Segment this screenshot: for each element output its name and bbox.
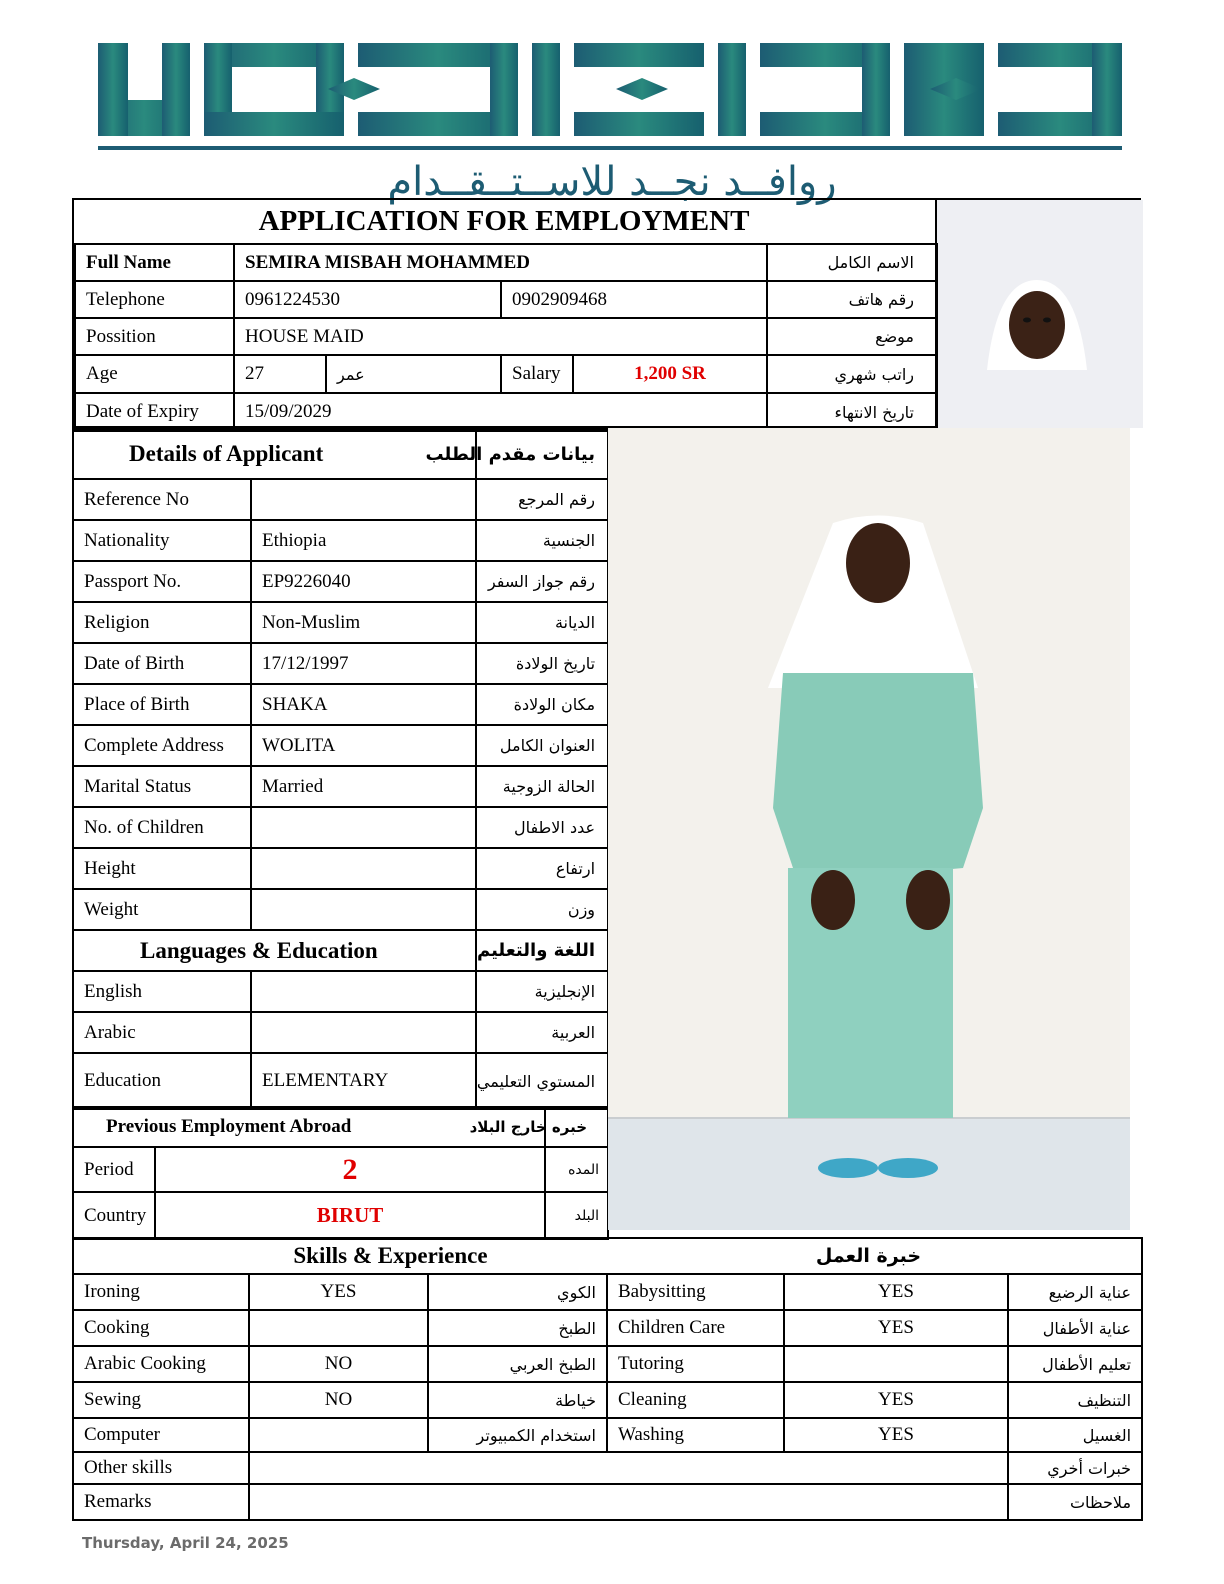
- footer-date: Thursday, April 24, 2025: [82, 1534, 289, 1552]
- details-row-label: Weight: [73, 889, 251, 930]
- details-row-label: Marital Status: [73, 766, 251, 807]
- skill-row: [73, 1310, 1142, 1346]
- details-row-label: Complete Address: [73, 725, 251, 766]
- expiry-ar-label: تاريخ الانتهاء: [767, 393, 937, 431]
- skill-left-label: Computer: [73, 1418, 249, 1452]
- salary-label: Salary: [501, 355, 573, 393]
- skill-left-ar-label: استخدام الكمبيوتر: [428, 1418, 607, 1452]
- other-skills-value: [249, 1452, 1008, 1484]
- details-row-label: Date of Birth: [73, 643, 251, 684]
- details-row-label: Reference No: [73, 479, 251, 520]
- details-title: Details of Applicant: [73, 429, 476, 479]
- details-row: [73, 848, 608, 889]
- age-value: 27: [234, 355, 326, 393]
- skill-right-value: [784, 1346, 1008, 1382]
- remarks-value: [249, 1484, 1008, 1520]
- language-row-value: [251, 971, 476, 1012]
- details-row: [73, 602, 608, 643]
- country-value: BIRUT: [155, 1192, 545, 1239]
- details-row-label: Place of Birth: [73, 684, 251, 725]
- language-row: [73, 1053, 608, 1109]
- skill-row: [73, 1382, 1142, 1418]
- language-row-label: Education: [73, 1053, 251, 1109]
- full-body-graphic: [608, 428, 1130, 1230]
- details-row-value: Married: [251, 766, 476, 807]
- details-row-value: [251, 479, 476, 520]
- details-row-ar-label: الجنسية: [476, 520, 608, 561]
- position-label: Possition: [75, 318, 234, 355]
- details-row: [73, 889, 608, 930]
- skill-left-value: NO: [249, 1382, 428, 1418]
- language-row-ar-label: المستوي التعليمي: [476, 1053, 608, 1109]
- skill-left-value: [249, 1418, 428, 1452]
- period-ar-label: المده: [545, 1147, 608, 1192]
- skill-row: [73, 1274, 1142, 1310]
- expiry-row: [75, 393, 937, 431]
- applicant-full-body-photo: [608, 428, 1130, 1230]
- skill-right-value: YES: [784, 1310, 1008, 1346]
- details-row: [73, 479, 608, 520]
- skill-left-ar-label: الطبخ: [428, 1310, 607, 1346]
- skill-right-label: Tutoring: [607, 1346, 784, 1382]
- languages-title: Languages & Education: [73, 930, 476, 971]
- details-row-label: Passport No.: [73, 561, 251, 602]
- details-table: [72, 428, 609, 1110]
- details-row-value: [251, 807, 476, 848]
- header-info-table: [74, 243, 938, 432]
- details-row-value: SHAKA: [251, 684, 476, 725]
- position-value: HOUSE MAID: [234, 318, 767, 355]
- full-name-label: Full Name: [75, 244, 234, 281]
- details-row-ar-label: ارتفاع: [476, 848, 608, 889]
- skill-left-label: Arabic Cooking: [73, 1346, 249, 1382]
- position-row: [75, 318, 937, 355]
- details-row-label: Religion: [73, 602, 251, 643]
- skill-right-ar-label: تعليم الأطفال: [1008, 1346, 1142, 1382]
- details-row: [73, 684, 608, 725]
- details-row: [73, 643, 608, 684]
- language-row-value: [251, 1012, 476, 1053]
- skill-right-value: YES: [784, 1418, 1008, 1452]
- details-row-ar-label: العنوان الكامل: [476, 725, 608, 766]
- skill-right-label: Babysitting: [607, 1274, 784, 1310]
- other-skills-row: [73, 1452, 1142, 1484]
- skill-left-label: Cooking: [73, 1310, 249, 1346]
- details-row-value: [251, 848, 476, 889]
- details-row-label: Height: [73, 848, 251, 889]
- skills-title: Skills & Experience: [73, 1238, 607, 1274]
- previous-title: Previous Employment Abroad: [73, 1107, 545, 1147]
- full-name-row: [75, 244, 937, 281]
- details-row-ar-label: عدد الاطفال: [476, 807, 608, 848]
- details-row-ar-label: رقم جواز السفر: [476, 561, 608, 602]
- details-row-ar-label: وزن: [476, 889, 608, 930]
- remarks-row: [73, 1484, 1142, 1520]
- language-row-value: ELEMENTARY: [251, 1053, 476, 1109]
- details-title-ar: بيانات مقدم الطلب: [476, 429, 608, 479]
- skill-right-ar-label: الغسيل: [1008, 1418, 1142, 1452]
- skill-left-ar-label: خياطة: [428, 1382, 607, 1418]
- details-row-ar-label: مكان الولادة: [476, 684, 608, 725]
- language-row-ar-label: الإنجليزية: [476, 971, 608, 1012]
- details-row: [73, 725, 608, 766]
- skill-left-ar-label: الكوي: [428, 1274, 607, 1310]
- details-row: [73, 561, 608, 602]
- languages-title-ar: اللغة والتعليم: [476, 930, 608, 971]
- skill-row: [73, 1418, 1142, 1452]
- language-row-label: Arabic: [73, 1012, 251, 1053]
- salary-ar-label: راتب شهري: [767, 355, 937, 393]
- full-name-ar-label: الاسم الكامل: [767, 244, 937, 281]
- previous-header-row: [73, 1107, 608, 1147]
- previous-employment-table: [72, 1106, 609, 1240]
- period-row: [73, 1147, 608, 1192]
- form-title: APPLICATION FOR EMPLOYMENT: [258, 205, 750, 237]
- telephone-value-1: 0961224530: [234, 281, 501, 318]
- languages-header-row: [73, 930, 608, 971]
- telephone-label: Telephone: [75, 281, 234, 318]
- language-row-ar-label: العربية: [476, 1012, 608, 1053]
- age-label: Age: [75, 355, 234, 393]
- salary-value: 1,200 SR: [573, 355, 767, 393]
- details-row-value: EP9226040: [251, 561, 476, 602]
- details-row-value: Ethiopia: [251, 520, 476, 561]
- details-row: [73, 807, 608, 848]
- skill-right-label: Washing: [607, 1418, 784, 1452]
- skill-right-label: Cleaning: [607, 1382, 784, 1418]
- skill-right-value: YES: [784, 1382, 1008, 1418]
- skill-right-value: YES: [784, 1274, 1008, 1310]
- details-row-ar-label: رقم المرجع: [476, 479, 608, 520]
- skills-table: [72, 1237, 1143, 1521]
- details-row-value: [251, 889, 476, 930]
- skills-title-ar: خبرة العمل: [607, 1238, 1142, 1274]
- remarks-ar-label: ملاحظات: [1008, 1484, 1142, 1520]
- skill-right-ar-label: عناية الأطفال: [1008, 1310, 1142, 1346]
- skill-right-label: Children Care: [607, 1310, 784, 1346]
- skill-right-ar-label: عناية الرضيع: [1008, 1274, 1142, 1310]
- skills-header-row: [73, 1238, 1142, 1274]
- telephone-ar-label: رقم هاتف: [767, 281, 937, 318]
- skill-left-value: NO: [249, 1346, 428, 1382]
- previous-title-ar: خبره خارج البلاد: [545, 1107, 608, 1147]
- language-row: [73, 971, 608, 1012]
- details-row-label: Nationality: [73, 520, 251, 561]
- skill-left-ar-label: الطبخ العربي: [428, 1346, 607, 1382]
- skill-left-value: [249, 1310, 428, 1346]
- details-row-value: Non-Muslim: [251, 602, 476, 643]
- details-row: [73, 520, 608, 561]
- period-value: 2: [155, 1147, 545, 1192]
- telephone-value-2: 0902909468: [501, 281, 767, 318]
- details-row: [73, 766, 608, 807]
- company-arabic-name: روافــد نجــد للاســتــقــدام: [387, 159, 837, 205]
- country-ar-label: البلد: [545, 1192, 608, 1239]
- period-label: Period: [73, 1147, 155, 1192]
- age-salary-row: [75, 355, 937, 393]
- language-row: [73, 1012, 608, 1053]
- other-skills-label: Other skills: [73, 1452, 249, 1484]
- details-row-ar-label: الحالة الزوجية: [476, 766, 608, 807]
- company-logo: [92, 38, 1132, 205]
- remarks-label: Remarks: [73, 1484, 249, 1520]
- details-header-row: [73, 429, 608, 479]
- skill-row: [73, 1346, 1142, 1382]
- position-ar-label: موضع: [767, 318, 937, 355]
- details-row-ar-label: تاريخ الولادة: [476, 643, 608, 684]
- skill-left-label: Ironing: [73, 1274, 249, 1310]
- expiry-value: 15/09/2029: [234, 393, 767, 431]
- details-row-label: No. of Children: [73, 807, 251, 848]
- country-label: Country: [73, 1192, 155, 1239]
- details-row-value: WOLITA: [251, 725, 476, 766]
- skill-right-ar-label: التنظيف: [1008, 1382, 1142, 1418]
- applicant-portrait-photo: [935, 200, 1141, 428]
- details-row-ar-label: الديانة: [476, 602, 608, 643]
- telephone-row: [75, 281, 937, 318]
- language-row-label: English: [73, 971, 251, 1012]
- top-info-section: [72, 198, 1141, 428]
- full-name-value: SEMIRA MISBAH MOHAMMED: [234, 244, 767, 281]
- age-ar-label: عمر: [326, 355, 501, 393]
- expiry-label: Date of Expiry: [75, 393, 234, 431]
- details-row-value: 17/12/1997: [251, 643, 476, 684]
- skill-left-label: Sewing: [73, 1382, 249, 1418]
- portrait-graphic: [937, 200, 1143, 428]
- country-row: [73, 1192, 608, 1239]
- other-skills-ar-label: خبرات أخري: [1008, 1452, 1142, 1484]
- logo-blocks-graphic: [92, 38, 1132, 153]
- skill-left-value: YES: [249, 1274, 428, 1310]
